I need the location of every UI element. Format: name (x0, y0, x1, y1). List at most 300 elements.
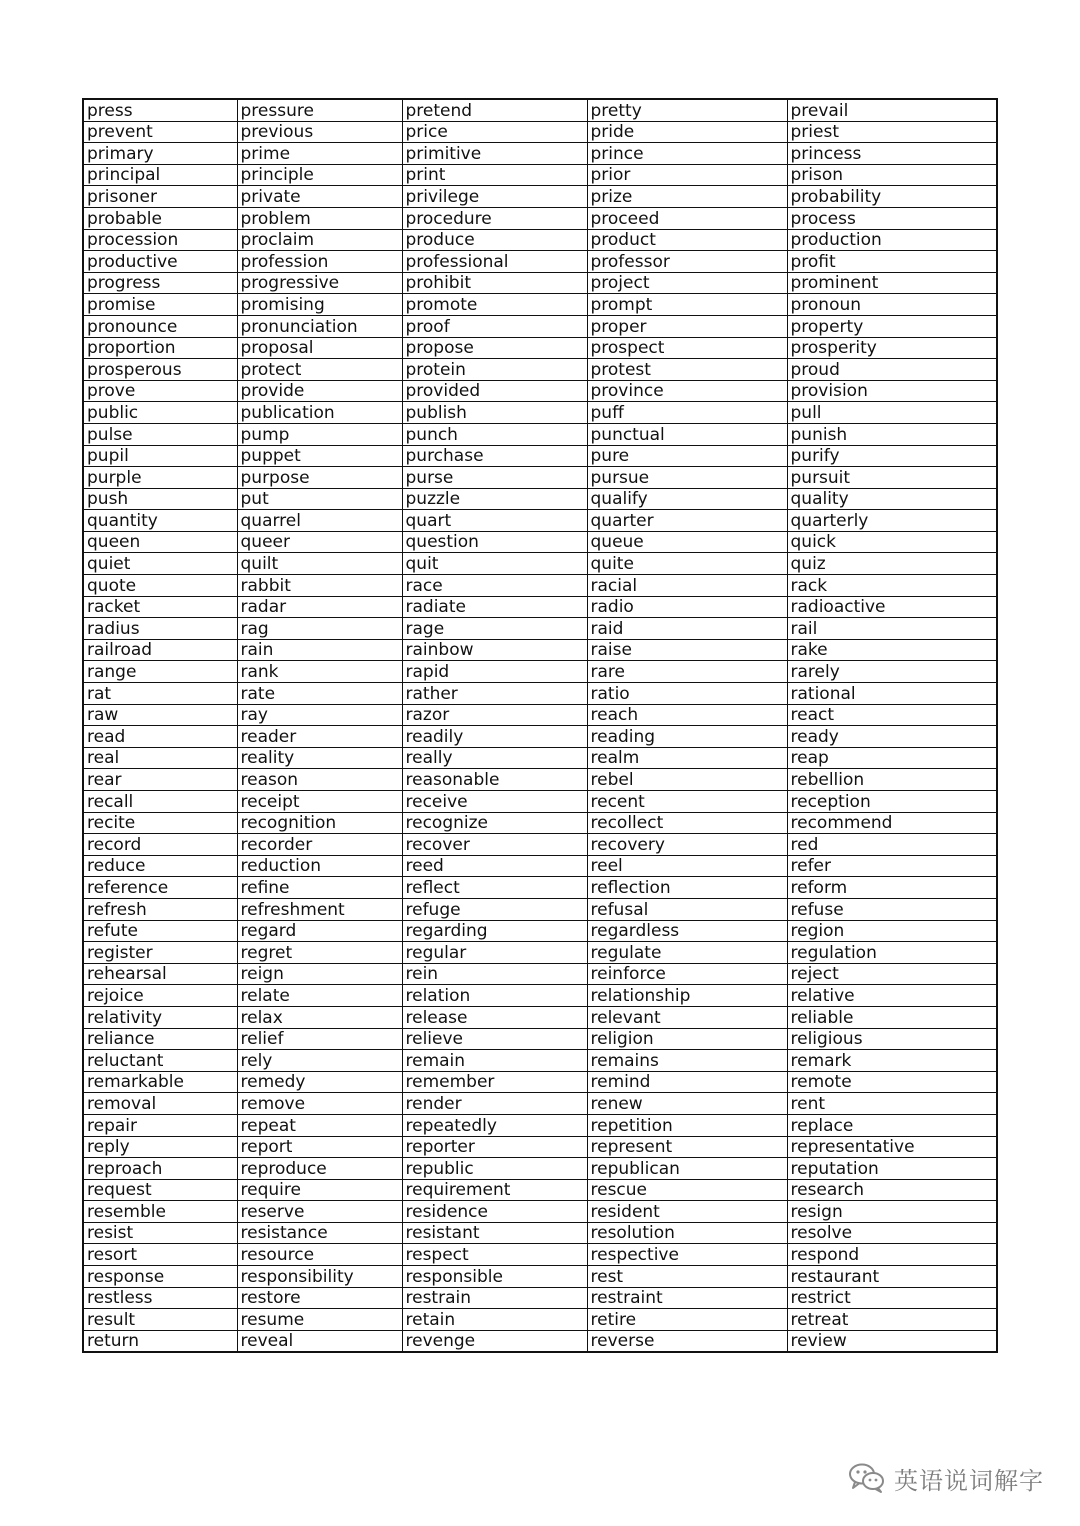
table-row (83, 834, 997, 856)
table-cell: provide (237, 380, 402, 402)
table-cell: religious (787, 1028, 997, 1050)
vocabulary-table-body (83, 99, 997, 1352)
table-cell: religion (587, 1028, 787, 1050)
table-cell: recommend (787, 812, 997, 834)
table-cell: rapid (402, 661, 587, 683)
table-cell: reduce (83, 855, 237, 877)
table-cell: reverse (587, 1330, 787, 1352)
table-row (83, 272, 997, 294)
table-cell: reliance (83, 1028, 237, 1050)
table-cell: regard (237, 920, 402, 942)
table-cell: quilt (237, 553, 402, 575)
table-cell: property (787, 315, 997, 337)
table-cell: restraint (587, 1287, 787, 1309)
table-cell: recollect (587, 812, 787, 834)
table-cell: provided (402, 380, 587, 402)
table-cell: retreat (787, 1309, 997, 1331)
table-cell: revenge (402, 1330, 587, 1352)
table-cell: raw (83, 704, 237, 726)
table-row (83, 207, 997, 229)
table-cell: reproach (83, 1158, 237, 1180)
table-cell: quarterly (787, 510, 997, 532)
table-row (83, 1114, 997, 1136)
table-cell: primitive (402, 143, 587, 165)
table-cell: produce (402, 229, 587, 251)
table-cell: recorder (237, 834, 402, 856)
table-cell: relation (402, 985, 587, 1007)
table-cell: primary (83, 143, 237, 165)
table-cell: profit (787, 251, 997, 273)
table-cell: proof (402, 315, 587, 337)
table-cell: rejoice (83, 985, 237, 1007)
table-cell: retire (587, 1309, 787, 1331)
table-cell: probability (787, 186, 997, 208)
table-cell: pronoun (787, 294, 997, 316)
table-cell: prime (237, 143, 402, 165)
table-cell: rebel (587, 769, 787, 791)
table-cell: pretty (587, 99, 787, 121)
table-cell: refreshment (237, 898, 402, 920)
table-cell: prosperous (83, 359, 237, 381)
table-cell: rake (787, 639, 997, 661)
table-cell: rehearsal (83, 963, 237, 985)
table-cell: render (402, 1093, 587, 1115)
table-cell: reading (587, 726, 787, 748)
table-cell: proper (587, 315, 787, 337)
table-row (83, 1309, 997, 1331)
table-row (83, 164, 997, 186)
table-cell: puff (587, 402, 787, 424)
table-cell: repeat (237, 1114, 402, 1136)
table-cell: productive (83, 251, 237, 273)
table-cell: punch (402, 423, 587, 445)
table-cell: pump (237, 423, 402, 445)
table-cell: rescue (587, 1179, 787, 1201)
table-cell: receive (402, 791, 587, 813)
table-cell: prove (83, 380, 237, 402)
table-cell: prosperity (787, 337, 997, 359)
table-cell: pride (587, 121, 787, 143)
table-cell: propose (402, 337, 587, 359)
table-row (83, 963, 997, 985)
table-cell: procession (83, 229, 237, 251)
table-cell: result (83, 1309, 237, 1331)
wechat-icon (848, 1462, 886, 1494)
table-cell: read (83, 726, 237, 748)
table-row (83, 1201, 997, 1223)
table-cell: prevail (787, 99, 997, 121)
table-cell: prisoner (83, 186, 237, 208)
table-cell: refuse (787, 898, 997, 920)
table-cell: reap (787, 747, 997, 769)
table-cell: progressive (237, 272, 402, 294)
table-cell: register (83, 942, 237, 964)
table-cell: respond (787, 1244, 997, 1266)
table-cell: remove (237, 1093, 402, 1115)
table-cell: replace (787, 1114, 997, 1136)
table-cell: reach (587, 704, 787, 726)
table-row (83, 337, 997, 359)
table-cell: rail (787, 618, 997, 640)
table-cell: public (83, 402, 237, 424)
table-row (83, 898, 997, 920)
table-cell: reality (237, 747, 402, 769)
table-cell: proposal (237, 337, 402, 359)
table-cell: relieve (402, 1028, 587, 1050)
table-cell: promise (83, 294, 237, 316)
table-cell: retain (402, 1309, 587, 1331)
table-cell: ray (237, 704, 402, 726)
table-cell: responsible (402, 1266, 587, 1288)
table-cell: reinforce (587, 963, 787, 985)
table-cell: pretend (402, 99, 587, 121)
table-cell: reel (587, 855, 787, 877)
table-cell: regular (402, 942, 587, 964)
table-cell: railroad (83, 639, 237, 661)
table-cell: response (83, 1266, 237, 1288)
table-cell: quart (402, 510, 587, 532)
table-cell: pronunciation (237, 315, 402, 337)
table-cell: resemble (83, 1201, 237, 1223)
table-cell: reply (83, 1136, 237, 1158)
table-cell: pronounce (83, 315, 237, 337)
table-cell: puzzle (402, 488, 587, 510)
table-cell: reliable (787, 1006, 997, 1028)
table-row (83, 985, 997, 1007)
table-cell: refusal (587, 898, 787, 920)
table-row (83, 1050, 997, 1072)
table-cell: regardless (587, 920, 787, 942)
table-cell: reflect (402, 877, 587, 899)
table-cell: recall (83, 791, 237, 813)
watermark (848, 1460, 1044, 1496)
table-cell: racket (83, 596, 237, 618)
table-cell: remote (787, 1071, 997, 1093)
table-cell: rely (237, 1050, 402, 1072)
table-cell: reception (787, 791, 997, 813)
table-cell: pulse (83, 423, 237, 445)
table-cell: proclaim (237, 229, 402, 251)
table-row (83, 402, 997, 424)
table-row (83, 1136, 997, 1158)
table-cell: responsibility (237, 1266, 402, 1288)
table-cell: return (83, 1330, 237, 1352)
table-row (83, 920, 997, 942)
table-cell: require (237, 1179, 402, 1201)
table-cell: reluctant (83, 1050, 237, 1072)
table-cell: question (402, 531, 587, 553)
table-row (83, 855, 997, 877)
table-cell: region (787, 920, 997, 942)
table-row (83, 445, 997, 467)
table-cell: rent (787, 1093, 997, 1115)
table-cell: reflection (587, 877, 787, 899)
table-row (83, 1266, 997, 1288)
table-cell: rabbit (237, 575, 402, 597)
table-cell: removal (83, 1093, 237, 1115)
table-row (83, 726, 997, 748)
table-cell: repeatedly (402, 1114, 587, 1136)
table-cell: purse (402, 467, 587, 489)
table-cell: really (402, 747, 587, 769)
table-cell: province (587, 380, 787, 402)
table-cell: qualify (587, 488, 787, 510)
table-cell: quote (83, 575, 237, 597)
table-cell: respective (587, 1244, 787, 1266)
table-cell: pull (787, 402, 997, 424)
table-cell: privilege (402, 186, 587, 208)
table-cell: remark (787, 1050, 997, 1072)
table-cell: regarding (402, 920, 587, 942)
table-cell: racial (587, 575, 787, 597)
table-cell: refuge (402, 898, 587, 920)
table-cell: reveal (237, 1330, 402, 1352)
table-cell: probable (83, 207, 237, 229)
table-cell: pupil (83, 445, 237, 467)
table-cell: ready (787, 726, 997, 748)
table-cell: product (587, 229, 787, 251)
table-cell: restrict (787, 1287, 997, 1309)
table-cell: print (402, 164, 587, 186)
table-cell: resolve (787, 1222, 997, 1244)
table-row (83, 143, 997, 165)
table-row (83, 1093, 997, 1115)
table-cell: restless (83, 1287, 237, 1309)
table-row (83, 380, 997, 402)
table-cell: rainbow (402, 639, 587, 661)
table-row (83, 251, 997, 273)
table-cell: relate (237, 985, 402, 1007)
table-cell: reader (237, 726, 402, 748)
table-cell: queue (587, 531, 787, 553)
table-row (83, 553, 997, 575)
table-cell: pursuit (787, 467, 997, 489)
table-cell: prevent (83, 121, 237, 143)
table-cell: recent (587, 791, 787, 813)
table-row (83, 1179, 997, 1201)
table-cell: republican (587, 1158, 787, 1180)
table-cell: ratio (587, 683, 787, 705)
table-cell: race (402, 575, 587, 597)
table-cell: prominent (787, 272, 997, 294)
table-row (83, 618, 997, 640)
table-cell: rage (402, 618, 587, 640)
table-cell: protest (587, 359, 787, 381)
table-cell: represent (587, 1136, 787, 1158)
table-row (83, 1287, 997, 1309)
table-cell: recognize (402, 812, 587, 834)
table-cell: republic (402, 1158, 587, 1180)
table-cell: resume (237, 1309, 402, 1331)
table-cell: relative (787, 985, 997, 1007)
table-cell: reporter (402, 1136, 587, 1158)
table-cell: promising (237, 294, 402, 316)
table-row (83, 704, 997, 726)
table-cell: restaurant (787, 1266, 997, 1288)
table-cell: protein (402, 359, 587, 381)
table-cell: project (587, 272, 787, 294)
table-cell: refine (237, 877, 402, 899)
table-cell: pursue (587, 467, 787, 489)
table-cell: rain (237, 639, 402, 661)
table-cell: rat (83, 683, 237, 705)
table-cell: puppet (237, 445, 402, 467)
table-cell: reference (83, 877, 237, 899)
table-cell: quiz (787, 553, 997, 575)
table-cell: put (237, 488, 402, 510)
table-cell: process (787, 207, 997, 229)
table-cell: relax (237, 1006, 402, 1028)
table-cell: realm (587, 747, 787, 769)
table-cell: rest (587, 1266, 787, 1288)
table-row (83, 1244, 997, 1266)
table-cell: readily (402, 726, 587, 748)
table-cell: quit (402, 553, 587, 575)
table-row (83, 1071, 997, 1093)
table-cell: quantity (83, 510, 237, 532)
table-cell: rag (237, 618, 402, 640)
table-cell: residence (402, 1201, 587, 1223)
table-cell: reform (787, 877, 997, 899)
table-cell: repetition (587, 1114, 787, 1136)
table-cell: react (787, 704, 997, 726)
table-cell: professor (587, 251, 787, 273)
table-cell: press (83, 99, 237, 121)
table-cell: rank (237, 661, 402, 683)
table-cell: recover (402, 834, 587, 856)
table-cell: resist (83, 1222, 237, 1244)
table-cell: purchase (402, 445, 587, 467)
table-row (83, 467, 997, 489)
table-row (83, 229, 997, 251)
table-cell: progress (83, 272, 237, 294)
table-cell: quiet (83, 553, 237, 575)
table-cell: resident (587, 1201, 787, 1223)
table-cell: profession (237, 251, 402, 273)
table-cell: punish (787, 423, 997, 445)
table-cell: private (237, 186, 402, 208)
table-cell: punctual (587, 423, 787, 445)
table-cell: recovery (587, 834, 787, 856)
table-cell: quick (787, 531, 997, 553)
table-row (83, 791, 997, 813)
table-cell: reputation (787, 1158, 997, 1180)
table-cell: promote (402, 294, 587, 316)
table-cell: production (787, 229, 997, 251)
table-cell: prior (587, 164, 787, 186)
table-cell: refresh (83, 898, 237, 920)
table-cell: regulate (587, 942, 787, 964)
table-cell: recognition (237, 812, 402, 834)
table-cell: reed (402, 855, 587, 877)
table-cell: release (402, 1006, 587, 1028)
table-cell: raid (587, 618, 787, 640)
table-cell: rare (587, 661, 787, 683)
table-cell: provision (787, 380, 997, 402)
table-cell: princess (787, 143, 997, 165)
table-cell: range (83, 661, 237, 683)
table-cell: quarter (587, 510, 787, 532)
table-cell: relevant (587, 1006, 787, 1028)
table-cell: reproduce (237, 1158, 402, 1180)
table-cell: rational (787, 683, 997, 705)
table-row (83, 423, 997, 445)
table-cell: prompt (587, 294, 787, 316)
table-row (83, 359, 997, 381)
table-cell: regret (237, 942, 402, 964)
table-cell: renew (587, 1093, 787, 1115)
table-cell: resort (83, 1244, 237, 1266)
table-cell: publication (237, 402, 402, 424)
table-cell: queen (83, 531, 237, 553)
table-cell: refer (787, 855, 997, 877)
table-row (83, 1006, 997, 1028)
table-cell: report (237, 1136, 402, 1158)
table-cell: regulation (787, 942, 997, 964)
table-cell: prison (787, 164, 997, 186)
table-cell: red (787, 834, 997, 856)
table-cell: representative (787, 1136, 997, 1158)
table-cell: problem (237, 207, 402, 229)
table-row (83, 1028, 997, 1050)
table-cell: resign (787, 1201, 997, 1223)
table-cell: purple (83, 467, 237, 489)
table-cell: principal (83, 164, 237, 186)
table-cell: quarrel (237, 510, 402, 532)
table-row (83, 596, 997, 618)
table-cell: restore (237, 1287, 402, 1309)
table-cell: remember (402, 1071, 587, 1093)
table-row (83, 315, 997, 337)
table-cell: reasonable (402, 769, 587, 791)
table-row (83, 121, 997, 143)
table-cell: resistance (237, 1222, 402, 1244)
table-cell: resolution (587, 1222, 787, 1244)
table-cell: proud (787, 359, 997, 381)
table-cell: remains (587, 1050, 787, 1072)
table-cell: restrain (402, 1287, 587, 1309)
table-cell: radar (237, 596, 402, 618)
table-cell: reign (237, 963, 402, 985)
table-cell: pure (587, 445, 787, 467)
table-cell: rarely (787, 661, 997, 683)
table-cell: purify (787, 445, 997, 467)
table-cell: prohibit (402, 272, 587, 294)
table-cell: requirement (402, 1179, 587, 1201)
watermark-text: 英语说词解字 (894, 1466, 1044, 1495)
table-row (83, 1158, 997, 1180)
table-cell: real (83, 747, 237, 769)
table-row (83, 942, 997, 964)
table-cell: procedure (402, 207, 587, 229)
table-cell: reason (237, 769, 402, 791)
table-cell: relativity (83, 1006, 237, 1028)
table-cell: prospect (587, 337, 787, 359)
table-cell: relationship (587, 985, 787, 1007)
table-cell: resistant (402, 1222, 587, 1244)
vocabulary-table (82, 98, 998, 1353)
table-cell: remarkable (83, 1071, 237, 1093)
table-cell: reject (787, 963, 997, 985)
table-row (83, 683, 997, 705)
table-row (83, 769, 997, 791)
table-cell: receipt (237, 791, 402, 813)
table-cell: razor (402, 704, 587, 726)
table-cell: resource (237, 1244, 402, 1266)
table-cell: review (787, 1330, 997, 1352)
table-cell: recite (83, 812, 237, 834)
table-row (83, 186, 997, 208)
